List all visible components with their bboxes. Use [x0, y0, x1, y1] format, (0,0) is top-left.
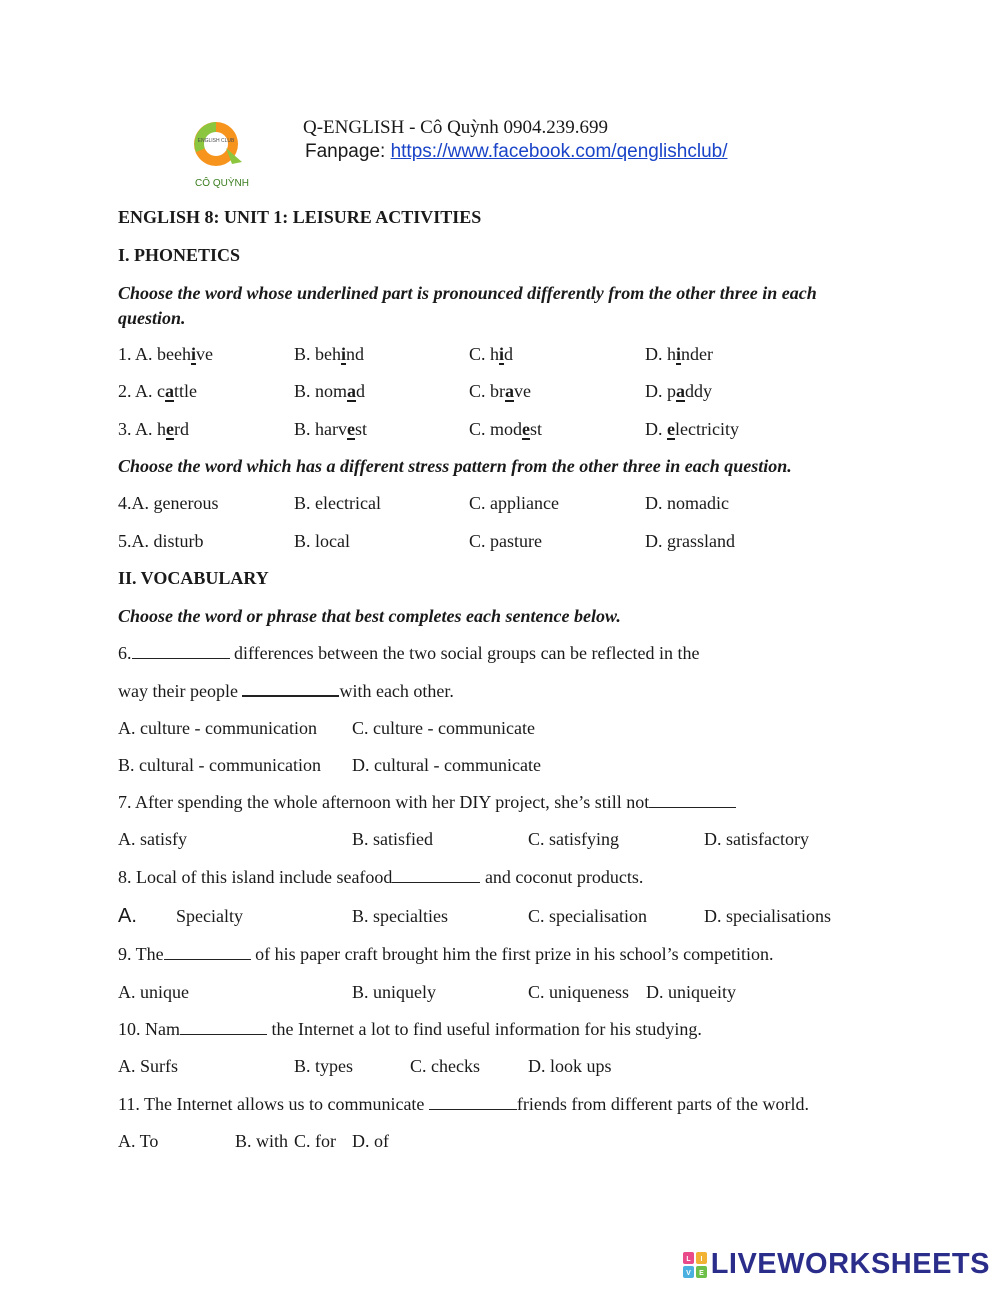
svg-text:V: V [685, 1269, 691, 1277]
option-d[interactable]: D. electricity [645, 419, 739, 439]
answer-blank[interactable] [242, 679, 339, 697]
svg-text:ENGLISH CLUB: ENGLISH CLUB [197, 138, 235, 144]
option-c[interactable]: C. modest [469, 419, 543, 439]
option-a[interactable]: A. Surfs [118, 1056, 179, 1076]
option-d[interactable]: D. paddy [645, 381, 712, 401]
option-c[interactable]: C. specialisation [528, 906, 647, 926]
option-b[interactable]: B. nomad [294, 381, 366, 401]
option-d[interactable]: D. hinder [645, 344, 713, 364]
question-6-options-row-1 [118, 717, 618, 741]
option-d[interactable]: D. of [352, 1131, 389, 1151]
question-3 [118, 418, 878, 442]
option-a[interactable]: 5.A. disturb [118, 531, 204, 551]
answer-blank[interactable] [429, 1093, 517, 1110]
vocabulary-instruction: Choose the word or phrase that best completes each sentence below. [118, 606, 621, 626]
worksheet-title: ENGLISH 8: UNIT 1: LEISURE ACTIVITIES [118, 207, 482, 227]
question-5 [118, 530, 878, 554]
option-c[interactable]: C. pasture [469, 531, 542, 551]
option-a[interactable]: 2. A. cattle [118, 381, 198, 401]
question-7: 7. After spending the whole afternoon with her DIY project, she’s still not [118, 791, 736, 813]
answer-blank[interactable] [132, 642, 230, 659]
option-a[interactable]: 4.A. generous [118, 493, 219, 513]
question-6-line-2: way their people with each other. [118, 681, 454, 701]
contact-line: Q-ENGLISH - Cô Quỳnh 0904.239.699 [303, 117, 609, 138]
option-b[interactable]: B. harvest [294, 419, 368, 439]
option-c[interactable]: C. for [294, 1131, 336, 1151]
option-c[interactable]: C. uniqueness [528, 982, 629, 1002]
option-a[interactable]: A. culture - communication [118, 718, 317, 738]
liveworksheets-badge-icon [683, 1252, 707, 1278]
option-d[interactable]: D. nomadic [645, 493, 729, 513]
question-2 [118, 380, 878, 404]
option-b[interactable]: B. uniquely [352, 982, 436, 1002]
liveworksheets-watermark [683, 1248, 990, 1281]
question-1 [118, 343, 878, 367]
vocabulary-heading: II. VOCABULARY [118, 568, 269, 588]
option-d[interactable]: D. cultural - communicate [352, 755, 541, 775]
option-d[interactable]: D. look ups [528, 1056, 612, 1076]
watermark-text: LIVEWORKSHEETS [710, 1248, 990, 1280]
option-b[interactable]: B. cultural - communication [118, 755, 321, 775]
fanpage-link[interactable]: https://www.facebook.com/qenglishclub/ [390, 141, 728, 162]
option-b[interactable]: B. with [235, 1131, 289, 1151]
option-d[interactable]: D. uniqueity [646, 982, 736, 1002]
svg-text:I: I [700, 1255, 703, 1263]
option-c[interactable]: C. appliance [469, 493, 559, 513]
question-11: 11. The Internet allows us to communicate friends from different parts of the world. [118, 1094, 809, 1114]
option-c[interactable]: C. satisfying [528, 829, 620, 849]
option-a[interactable]: 3. A. herd [118, 419, 190, 439]
option-c[interactable]: C. culture - communicate [352, 718, 535, 738]
option-c[interactable]: C. hid [469, 344, 514, 364]
question-11-options [118, 1130, 518, 1154]
option-b[interactable]: B. behind [294, 344, 365, 364]
phonetics-instruction-1: Choose the word whose underlined part is pronounced differently from the other three in each [118, 283, 817, 303]
question-4 [118, 492, 878, 516]
option-c[interactable]: C. checks [410, 1056, 480, 1076]
question-10-options [118, 1055, 878, 1079]
option-d[interactable]: D. grassland [645, 531, 735, 551]
fanpage-line [305, 141, 727, 163]
q-english-logo-icon [192, 118, 256, 190]
question-10: 10. Nam the Internet a lot to find useful information for his studying. [118, 1019, 702, 1039]
option-a[interactable]: A. To [118, 1131, 159, 1151]
question-9: 9. The of his paper craft brought him the first prize in his school’s competition. [118, 944, 774, 964]
option-b[interactable]: B. satisfied [352, 829, 433, 849]
stress-instruction: Choose the word which has a different stress pattern from the other three in each question. [118, 456, 792, 476]
logo [192, 118, 256, 190]
option-b[interactable]: B. types [294, 1056, 354, 1076]
phonetics-heading: I. PHONETICS [118, 245, 241, 265]
question-8-options [118, 905, 878, 931]
question-6-line-1: 6. differences between the two social groups can be reflected in the [118, 643, 700, 663]
option-d[interactable]: D. satisfactory [704, 829, 809, 849]
svg-text:L: L [686, 1255, 691, 1263]
option-a[interactable]: Specialty [176, 906, 243, 926]
svg-text:E: E [698, 1269, 704, 1277]
question-8: 8. Local of this island include seafood and coconut products. [118, 867, 644, 887]
option-a[interactable]: A. unique [118, 982, 189, 1002]
question-7-options [118, 828, 878, 852]
question-9-options [118, 981, 878, 1005]
logo-caption: CÔ QUỲNH [195, 178, 249, 189]
phonetics-instruction-1-cont: question. [118, 308, 186, 328]
answer-blank[interactable] [649, 791, 736, 808]
fanpage-label: Fanpage: [305, 141, 391, 162]
option-d[interactable]: D. specialisations [704, 906, 831, 926]
answer-blank[interactable] [180, 1018, 267, 1035]
answer-blank[interactable] [392, 866, 480, 883]
option-b[interactable]: B. local [294, 531, 350, 551]
answer-blank[interactable] [164, 943, 251, 960]
option-a-letter[interactable]: A. [118, 905, 137, 927]
question-6-options-row-2 [118, 754, 618, 778]
option-c[interactable]: C. brave [469, 381, 531, 401]
option-a[interactable]: A. satisfy [118, 829, 187, 849]
option-a[interactable]: 1. A. beehive [118, 344, 214, 364]
option-b[interactable]: B. electrical [294, 493, 381, 513]
option-b[interactable]: B. specialties [352, 906, 448, 926]
